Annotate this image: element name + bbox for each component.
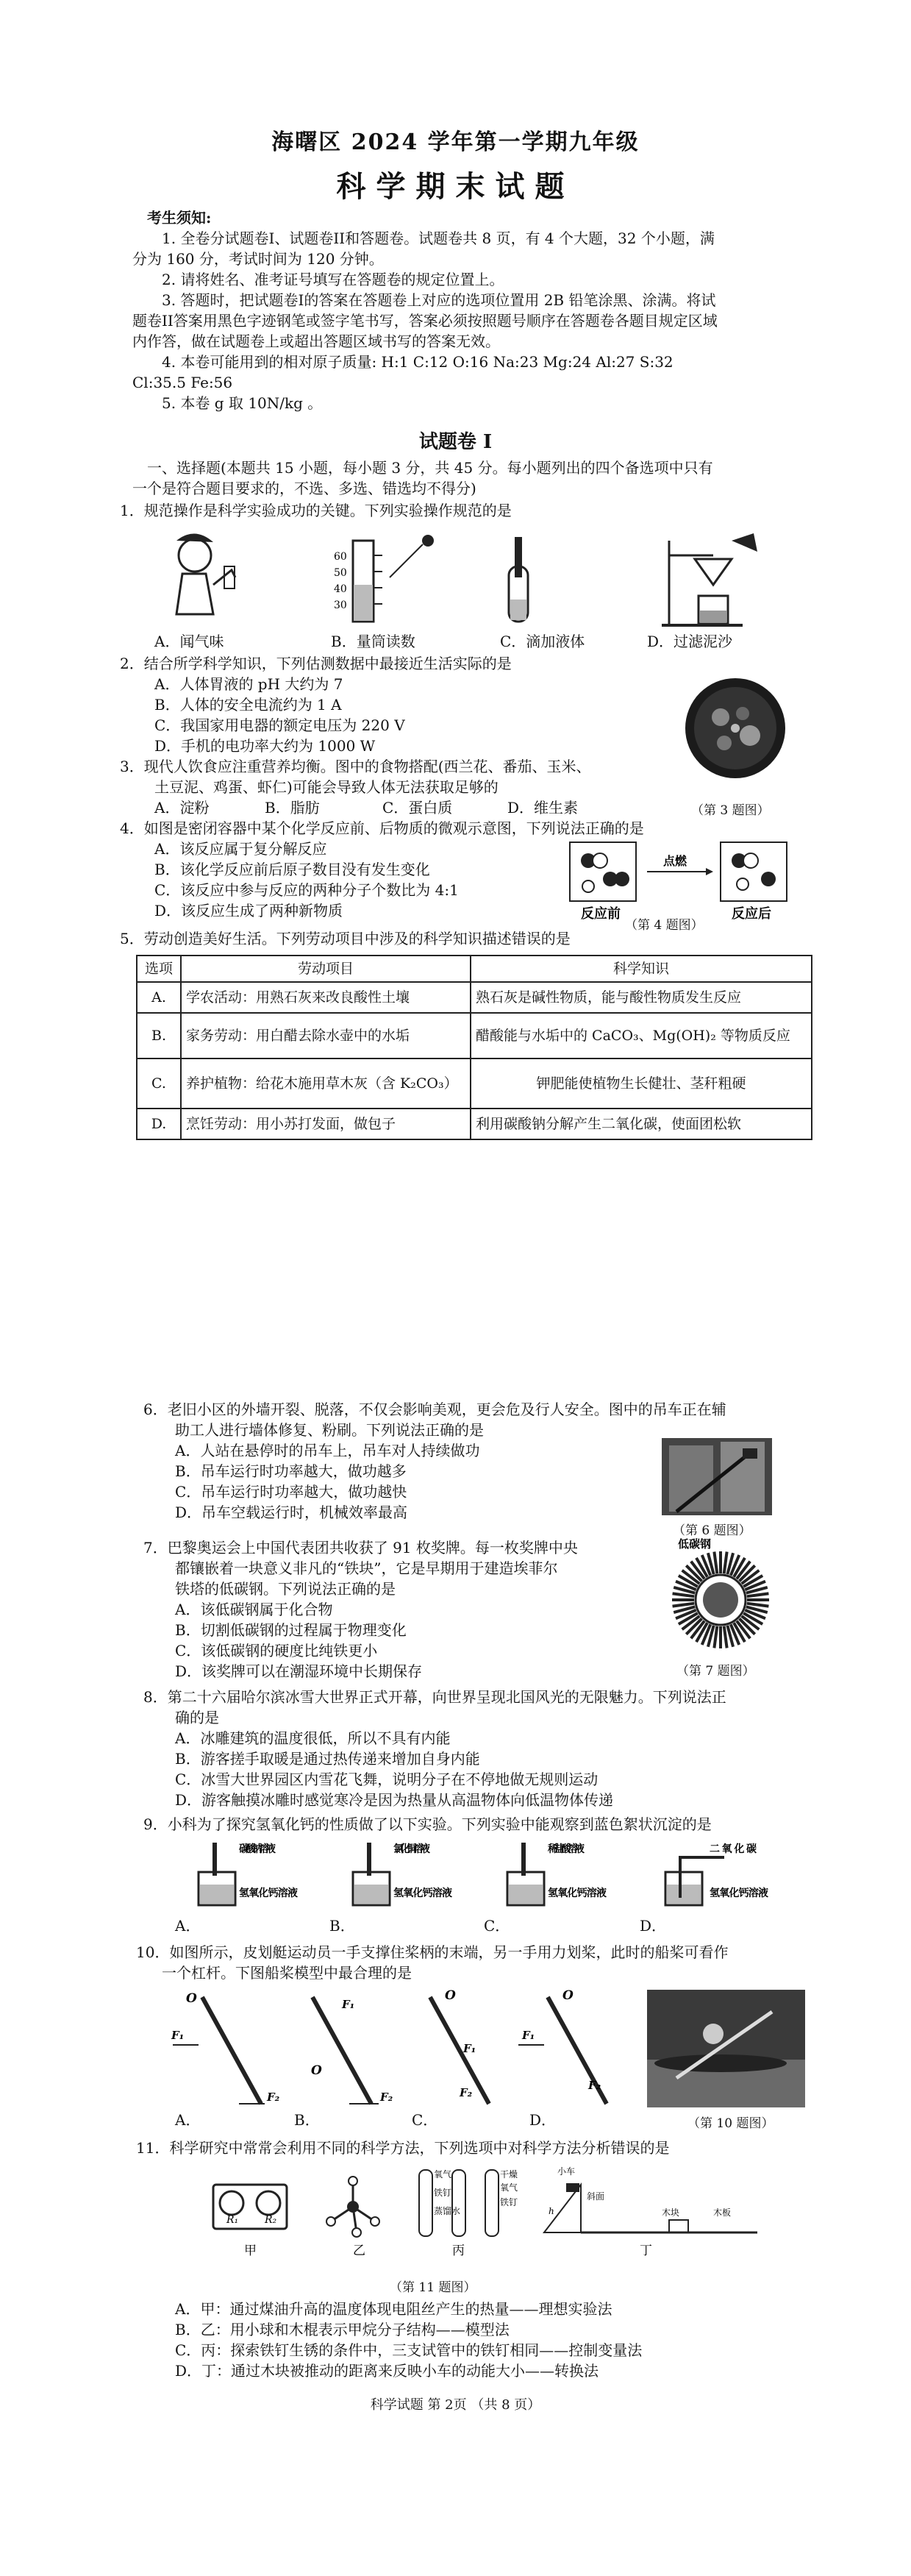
- q7-caption: （第 7 题图）: [676, 1664, 755, 1679]
- table-cell: 利用碳酸钠分解产生二氧化碳，使面团松软: [471, 1109, 812, 1139]
- force-label: F₂: [460, 2086, 473, 2099]
- notice-line: Cl:35.5 Fe:56: [132, 374, 233, 391]
- pivot-label: O: [445, 1988, 456, 2003]
- tick-label: 50: [334, 567, 347, 579]
- tick-label: 30: [334, 599, 347, 611]
- table-cell: 烹饪劳动：用小苏打发面，做包子: [181, 1109, 471, 1139]
- medal-ray: [714, 1552, 717, 1574]
- notice-line: 内作答，做在试题卷上或超出答题区域书写的答案无效。: [132, 332, 500, 350]
- reagent-bottom: 氢氧化钙溶液: [239, 1887, 298, 1899]
- q2-option: B．人体的安全电流约为 1 A: [154, 696, 342, 714]
- q7-stem: 都镶嵌着一块意义非凡的“铁块”，它是早期用于建造埃菲尔: [175, 1559, 558, 1577]
- reagent-bottom: 氢氧化钙溶液: [548, 1887, 607, 1899]
- kayak-photo: [647, 1990, 805, 2107]
- beaker-c: [507, 1843, 607, 1905]
- fig-text: R₂: [265, 2214, 277, 2226]
- fig-text: 小车: [557, 2166, 576, 2177]
- medal-ray: [673, 1593, 695, 1596]
- fig-text: 干燥: [500, 2169, 518, 2180]
- fig-text: 铁钉: [434, 2188, 452, 2198]
- table-cell: 学农活动：用熟石灰来改良酸性土壤: [181, 982, 471, 1013]
- q10-figure: [165, 1986, 636, 2111]
- table-row: [137, 1109, 812, 1139]
- section-intro: 一、选择题(本题共 15 小题，每小题 3 分，共 45 分。每小题列出的四个备选项中只有: [147, 459, 713, 477]
- notice-line: 1. 全卷分试题卷I、试题卷II和答题卷。试题卷共 8 页，有 4 个大题，32 个小题，满: [162, 230, 715, 247]
- q8-option: B．游客搓手取暖是通过热传递来增加自身内能: [175, 1750, 480, 1768]
- q7-stem: 7．巴黎奥运会上中国代表团共收获了 91 枚奖牌。每一枚奖牌中央: [143, 1539, 578, 1556]
- tick-label: 40: [334, 583, 347, 595]
- q4-option: A．该反应属于复分解反应: [154, 840, 327, 858]
- label-before: 反应前: [581, 906, 621, 922]
- fig-text: h: [549, 2206, 554, 2216]
- q3-caption: （第 3 题图）: [691, 803, 770, 818]
- force-label: F₂: [267, 2091, 280, 2104]
- q10-option: A．: [175, 2111, 201, 2129]
- page-footer: 科学试题 第 2页 （共 8 页）: [370, 2397, 541, 2413]
- medal-ray: [724, 1552, 727, 1574]
- q3-stem: 3．现代人饮食应注重营养均衡。图中的食物搭配(西兰花、番茄、玉米、: [120, 758, 591, 775]
- notice-line: 3. 答题时，把试题卷I的答案在答题卷上对应的选项位置用 2B 铅笔涂黑、涂满。将试: [162, 291, 716, 309]
- q6-option: C．吊车运行时功率越大，做功越快: [175, 1483, 407, 1501]
- table-header: 劳动项目: [181, 956, 471, 982]
- label-after: 反应后: [732, 906, 771, 922]
- table-cell: A.: [137, 982, 181, 1013]
- force-label: F₁: [463, 2042, 476, 2055]
- q11-option: B．乙：用小球和木棍表示甲烷分子结构——模型法: [175, 2321, 510, 2338]
- fig-text: 氧气: [434, 2169, 452, 2180]
- pivot-label: O: [562, 1988, 574, 2003]
- force-label: F₂: [588, 2079, 601, 2092]
- q9-figure: [165, 1839, 798, 1924]
- notice-line: 2. 请将姓名、准考证号填写在答题卷的规定位置上。: [162, 271, 504, 288]
- force-label: F₁: [171, 2029, 185, 2042]
- table-cell: 家务劳动：用白醋去除水壶中的水垢: [181, 1013, 471, 1058]
- filter-icon: [662, 533, 757, 625]
- q8-option: D．游客触摸冰雕时感觉寒冷是因为热量从高温物体向低温物体传递: [175, 1791, 614, 1809]
- school-line: 海曙区 2024 学年第一学期九年级: [271, 129, 640, 155]
- table-cell: B.: [137, 1013, 181, 1058]
- q6-stem: 助工人进行墙体修复、粉刷。下列说法正确的是: [175, 1421, 484, 1439]
- page-title: 科学期末试题: [336, 169, 575, 204]
- table-row: [137, 1058, 812, 1109]
- table-cell: 熟石灰是碱性物质，能与酸性物质发生反应: [471, 982, 812, 1013]
- fig-text: 铁钉: [500, 2197, 518, 2207]
- notice-heading: 考生须知:: [147, 209, 212, 227]
- q8-stem: 8．第二十六届哈尔滨冰雪大世界正式开幕，向世界呈现北国风光的无限魅力。下列说法正: [143, 1688, 726, 1706]
- q4-caption: （第 4 题图）: [625, 918, 704, 933]
- fig-text: 蒸馏水: [434, 2206, 461, 2216]
- table-cell: C.: [137, 1058, 181, 1109]
- q9-option: C．: [484, 1917, 510, 1935]
- q3-option: D．维生素: [507, 799, 579, 816]
- table-header-row: [137, 956, 812, 982]
- food-plate-photo: [680, 677, 790, 780]
- q6-stem: 6．老旧小区的外墙开裂、脱落，不仅会影响美观，更会危及行人安全。图中的吊车正在辅: [143, 1401, 726, 1418]
- section-title: 试题卷 I: [418, 431, 493, 453]
- table-cell: 养护植物：给花木施用草木灰（含 K₂CO₃）: [181, 1058, 471, 1109]
- table-header: 科学知识: [471, 956, 812, 982]
- q7-option: D．该奖牌可以在潮湿环境中长期保存: [175, 1662, 423, 1680]
- table-row: [137, 982, 812, 1013]
- beaker-b: [353, 1843, 452, 1905]
- section-intro: 一个是符合题目要求的，不选、多选、错选均不得分): [132, 480, 476, 497]
- table-cell: D.: [137, 1109, 181, 1139]
- q8-stem: 确的是: [175, 1709, 219, 1726]
- table-cell: 醋酸能与水垢中的 CaCO₃、Mg(OH)₂ 等物质反应: [471, 1013, 812, 1058]
- q11-stem: 11．科学研究中常常会利用不同的科学方法，下列选项中对科学方法分析错误的是: [136, 2139, 670, 2157]
- reagent-top: 氯化铜溶液: [393, 1843, 430, 1855]
- reagent-top: 稀盐酸溶液: [548, 1843, 585, 1855]
- fig-text: 氧气: [500, 2182, 518, 2193]
- q11-caption: （第 11 题图）: [390, 2280, 476, 2295]
- q9-option: A．: [175, 1917, 201, 1935]
- q1-stem: 1．规范操作是科学实验成功的关键。下列实验操作规范的是: [120, 502, 512, 519]
- tick-label: 60: [334, 551, 347, 563]
- q1-option: B．量筒读数: [331, 633, 415, 650]
- q10-option: D．: [529, 2111, 557, 2129]
- notice-line: 4. 本卷可能用到的相对原子质量: H:1 C:12 O:16 Na:23 Mg:24 Al:27 S:32: [162, 353, 674, 371]
- q6-option: A．人站在悬停时的吊车上，吊车对人持续做功: [175, 1442, 480, 1459]
- q11-option: D．丁：通过木块被推动的距离来反映小车的动能大小——转换法: [175, 2362, 599, 2380]
- force-label: F₁: [522, 2029, 535, 2042]
- q1-figure: [154, 526, 787, 629]
- q10-option: B．: [294, 2111, 320, 2129]
- fig-text: 木块: [662, 2207, 680, 2218]
- q10-stem: 一个杠杆。下图船桨模型中最合理的是: [162, 1964, 412, 1982]
- reagent-bottom: 氢氧化钙溶液: [393, 1887, 452, 1899]
- q2-option: C．我国家用电器的额定电压为 220 V: [154, 716, 405, 734]
- medal-label: 低碳钢: [678, 1537, 712, 1551]
- smell-icon: [176, 533, 235, 614]
- q11-figure: [199, 2163, 772, 2273]
- reagent-bottom: 氢氧化钙溶液: [710, 1887, 768, 1899]
- q5-table: [136, 955, 812, 1140]
- figure-label: 丙: [452, 2244, 465, 2258]
- q1-option: D．过滤泥沙: [647, 633, 733, 650]
- q3-option: B．脂肪: [265, 799, 320, 816]
- beaker-a: [199, 1843, 298, 1905]
- medal-ray: [747, 1593, 769, 1596]
- arrow-label: 点燃: [663, 854, 687, 868]
- q9-option: D．: [640, 1917, 667, 1935]
- force-label: F₁: [342, 1998, 355, 2011]
- medal-ray: [747, 1604, 769, 1607]
- figure-label: 甲: [244, 2244, 257, 2258]
- table-header: 选项: [137, 956, 181, 982]
- beaker-d: [665, 1843, 768, 1905]
- q5-stem: 5．劳动创造美好生活。下列劳动项目中涉及的科学知识描述错误的是: [120, 930, 571, 947]
- q2-option: A．人体胃液的 pH 大约为 7: [154, 675, 343, 693]
- q3-option: A．淀粉: [154, 799, 210, 816]
- force-label: F₂: [380, 2091, 393, 2104]
- fig-text: 斜面: [587, 2191, 605, 2202]
- q1-option: C．滴加液体: [500, 633, 585, 650]
- q11-option: C．丙：探索铁钉生锈的条件中，三支试管中的铁钉相同——控制变量法: [175, 2341, 643, 2359]
- reagent-top: 二氧化碳: [710, 1843, 757, 1855]
- pivot-label: O: [186, 1991, 197, 2006]
- q8-option: C．冰雪大世界园区内雪花飞舞，说明分子在不停地做无规则运动: [175, 1771, 599, 1788]
- q2-option: D．手机的电功率大约为 1000 W: [154, 737, 376, 755]
- notice-line: 5. 本卷 g 取 10N/kg 。: [162, 394, 323, 412]
- q10-caption: （第 10 题图）: [687, 2116, 774, 2131]
- notice-line: 分为 160 分，考试时间为 120 分钟。: [132, 250, 384, 268]
- q10-option: C．: [412, 2111, 438, 2129]
- fig-text: 木板: [713, 2207, 732, 2218]
- q11-option: A．甲：通过煤油升高的温度体现电阻丝产生的热量——理想实验法: [175, 2300, 612, 2318]
- notice-line: 题卷II答案用黑色字迹钢笔或签字笔书写，答案必须按照题号顺序在答题卷各题目规定区域: [132, 312, 718, 330]
- q3-option: C．蛋白质: [382, 799, 453, 816]
- q7-option: B．切割低碳钢的过程属于物理变化: [175, 1621, 407, 1639]
- q4-option: B．该化学反应前后原子数目没有发生变化: [154, 861, 430, 878]
- fig-text: R₁: [226, 2214, 239, 2226]
- q7-stem: 铁塔的低碳钢。下列说法正确的是: [175, 1580, 396, 1598]
- medal-ray: [714, 1626, 717, 1648]
- table-cell: 钾肥能使植物生长健壮、茎秆粗硬: [471, 1058, 812, 1109]
- q4-option: D．该反应生成了两种新物质: [154, 902, 343, 919]
- q7-option: C．该低碳钢的硬度比纯铁更小: [175, 1642, 378, 1659]
- q4-option: C．该反应中参与反应的两种分子个数比为 4:1: [154, 881, 459, 899]
- pivot-label: O: [311, 2063, 322, 2078]
- q1-option: A．闻气味: [154, 633, 224, 650]
- crane-photo: [662, 1438, 772, 1515]
- q2-stem: 2．结合所学科学知识，下列估测数据中最接近生活实际的是: [120, 655, 512, 672]
- q3-stem: 土豆泥、鸡蛋、虾仁)可能会导致人体无法获取足够的: [154, 778, 499, 796]
- cylinder-icon: [334, 535, 434, 622]
- dropper-icon: [509, 537, 528, 622]
- q10-stem: 10．如图所示，皮划艇运动员一手支撑住桨柄的末端，另一手用力划桨，此时的船桨可看作: [136, 1943, 729, 1961]
- medal-ray: [724, 1626, 727, 1648]
- figure-label: 丁: [640, 2244, 652, 2258]
- medal-ray: [673, 1604, 695, 1607]
- q6-option: B．吊车运行时功率越大，做功越多: [175, 1462, 407, 1480]
- medal-icon: [662, 1537, 779, 1655]
- q7-option: A．该低碳钢属于化合物: [175, 1601, 333, 1618]
- q8-option: A．冰雕建筑的温度很低，所以不具有内能: [175, 1729, 451, 1747]
- q4-stem: 4．如图是密闭容器中某个化学反应前、后物质的微观示意图，下列说法正确的是: [120, 819, 644, 837]
- figure-label: 乙: [353, 2244, 365, 2258]
- q6-option: D．吊车空载运行时，机械效率最高: [175, 1504, 408, 1521]
- q6-caption: （第 6 题图）: [673, 1523, 751, 1538]
- q9-stem: 9．小科为了探究氢氧化钙的性质做了以下实验。下列实验中能观察到蓝色絮状沉淀的是: [143, 1815, 712, 1833]
- table-row: [137, 1013, 812, 1058]
- q9-option: B．: [329, 1917, 355, 1935]
- reagent-top: 碳酸钠溶液: [239, 1843, 276, 1855]
